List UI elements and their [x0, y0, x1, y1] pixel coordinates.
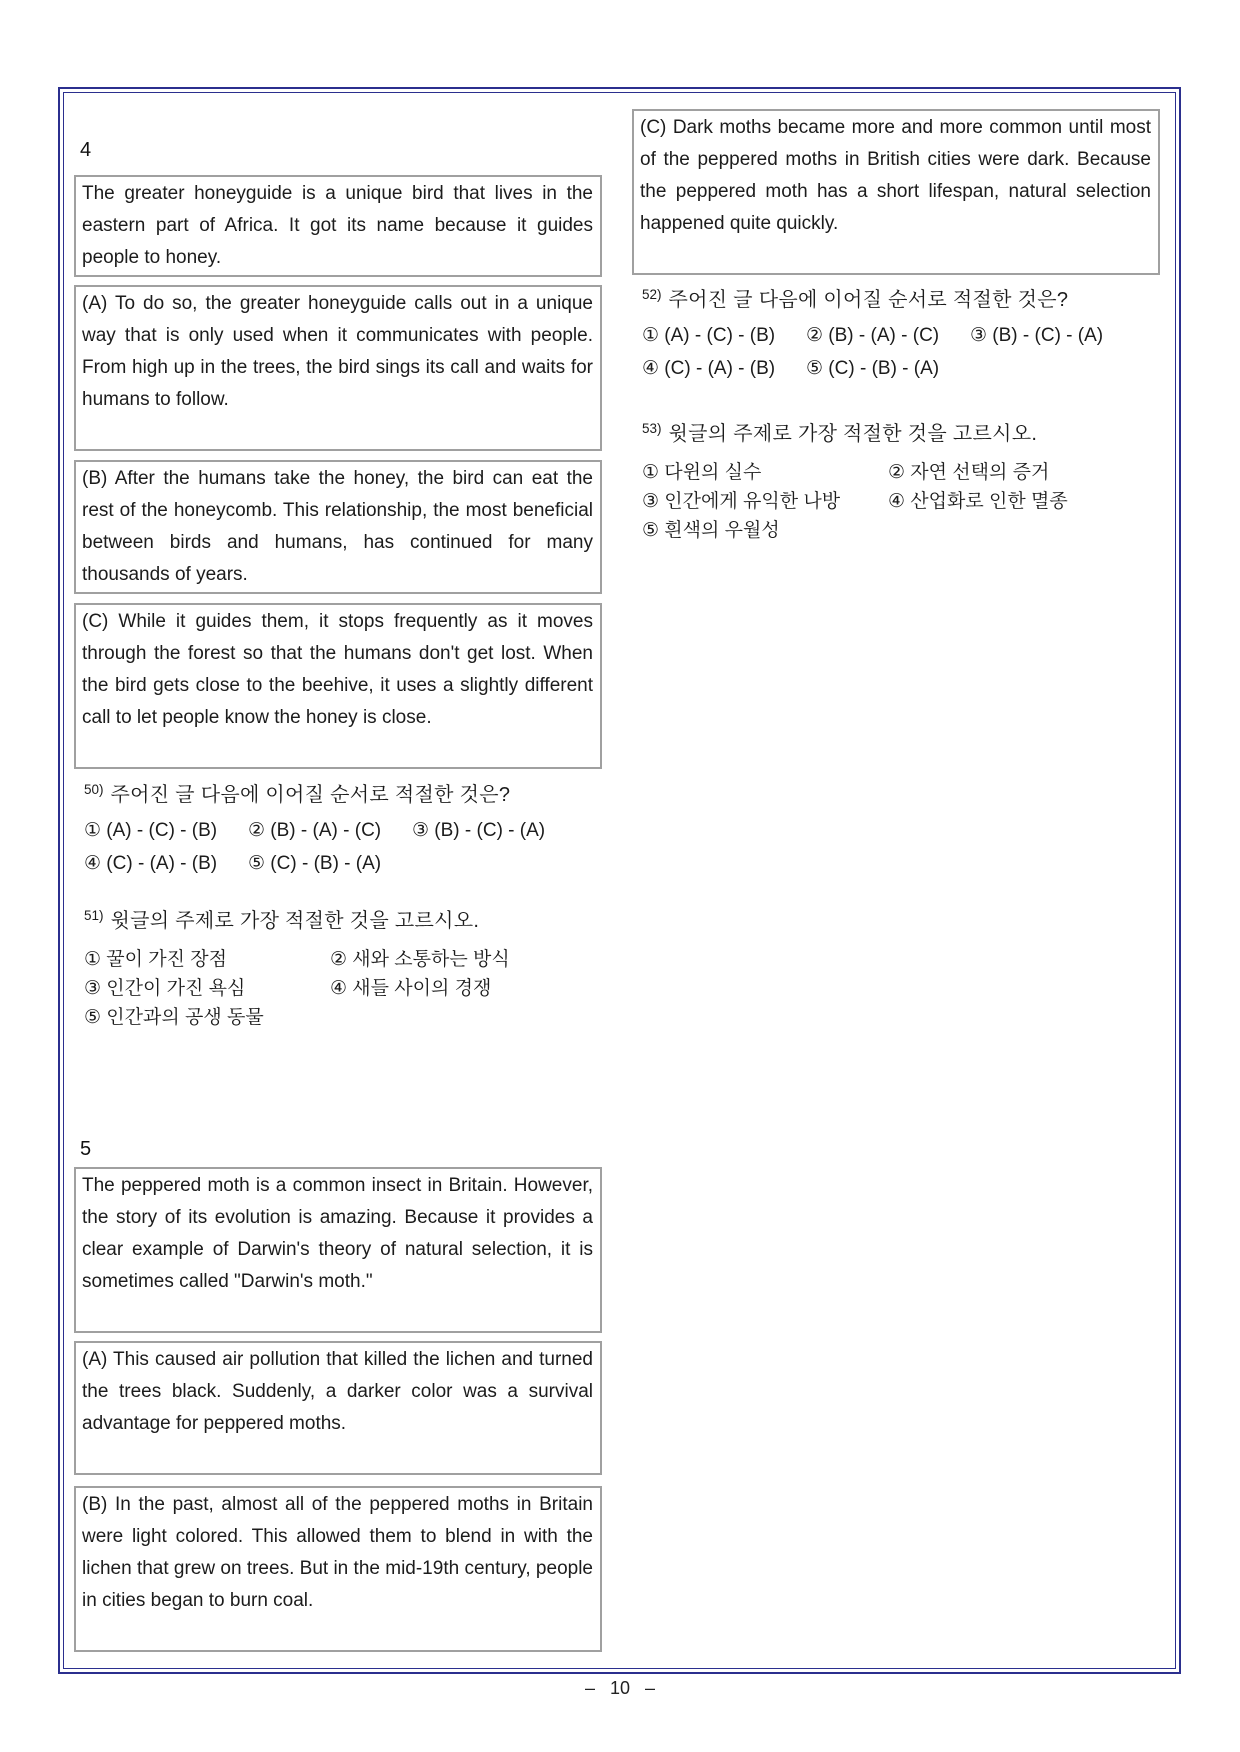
passage-5-box-c [632, 109, 1160, 275]
passage-5-box-a-text: (A) This caused air pollution that killed the lichen and turned the trees black. Suddenly, a darker color was a survival advantage for peppered moths. [82, 1349, 593, 1434]
passage-4-box-a [74, 285, 602, 451]
question-53-number: 53) [642, 421, 662, 436]
question-53-option-3: ③ 인간에게 유익한 나방 [642, 491, 841, 512]
passage-5-intro-text: The peppered moth is a common insect in Britain. However, the story of its evolution is amazing. Because it provides a clear example of Darwin's theory of natural selection, it is sometimes called "Darwin's moth." [82, 1175, 593, 1292]
question-50-option-1: ① (A) - (C) - (B) [84, 820, 218, 841]
question-50-text: 주어진 글 다음에 이어질 순서로 적절한 것은? [110, 784, 511, 806]
passage-4-box-c [74, 603, 602, 769]
question-52-option-2: ② (B) - (A) - (C) [806, 325, 940, 346]
question-52-options-row-2 [642, 355, 1160, 383]
passage-5-box-a [74, 1341, 602, 1475]
question-52-option-4: ④ (C) - (A) - (B) [642, 358, 776, 379]
passage-4-intro-text: The greater honeyguide is a unique bird that lives in the eastern part of Africa. It got its name because it guides people to honey. [82, 183, 593, 268]
question-51-options [84, 945, 602, 1032]
question-50-option-4: ④ (C) - (A) - (B) [84, 853, 218, 874]
question-50-option-2: ② (B) - (A) - (C) [248, 820, 382, 841]
question-51 [84, 908, 602, 936]
passage-4-box-b [74, 460, 602, 594]
question-51-option-1: ① 꿀이 가진 장점 [84, 949, 227, 970]
question-52-option-5: ⑤ (C) - (B) - (A) [806, 358, 940, 379]
left-column [74, 87, 602, 1652]
question-51-text: 윗글의 주제로 가장 적절한 것을 고르시오. [110, 910, 480, 932]
right-column [632, 87, 1160, 545]
question-53-option-1: ① 다윈의 실수 [642, 462, 762, 483]
question-53 [642, 421, 1160, 449]
passage-5-box-b-text: (B) In the past, almost all of the peppered moths in Britain were light colored. This allowed them to blend in with the lichen that grew on trees. But in the mid-19th century, people in cities began to burn coal. [82, 1494, 593, 1611]
question-53-option-5: ⑤ 흰색의 우월성 [642, 520, 780, 541]
question-50-number: 50) [84, 782, 104, 797]
passage-5-intro-box [74, 1167, 602, 1333]
question-52-number: 52) [642, 287, 662, 302]
section-5-label: 5 [80, 1138, 92, 1160]
passage-4-box-c-text: (C) While it guides them, it stops frequently as it moves through the forest so that the humans don't get lost. When the bird gets close to the beehive, it uses a slightly different call to let people know the honey is close. [82, 611, 593, 728]
question-52-options-row-1 [642, 322, 1160, 350]
question-51-option-2: ② 새와 소통하는 방식 [330, 949, 510, 970]
passage-5-box-c-text: (C) Dark moths became more and more common until most of the peppered moths in British cities were dark. Because the peppered moth has a short lifespan, natural selection happened quite quickly. [640, 117, 1151, 234]
question-53-option-2: ② 자연 선택의 증거 [888, 462, 1050, 483]
question-53-option-4: ④ 산업화로 인한 멸종 [888, 491, 1068, 512]
passage-4-box-b-text: (B) After the humans take the honey, the bird can eat the rest of the honeycomb. This relationship, the most beneficial between birds and humans, has continued for many thousands of years. [82, 468, 593, 585]
question-51-option-4: ④ 새들 사이의 경쟁 [330, 978, 492, 999]
question-50 [84, 782, 602, 810]
passage-4-intro-box [74, 175, 602, 277]
question-51-number: 51) [84, 908, 104, 923]
question-51-option-3: ③ 인간이 가진 욕심 [84, 978, 246, 999]
question-53-text: 윗글의 주제로 가장 적절한 것을 고르시오. [668, 423, 1038, 445]
page-number: – 10 – [584, 1678, 656, 1698]
question-52 [642, 287, 1160, 315]
section-4-label: 4 [80, 139, 92, 161]
question-52-option-1: ① (A) - (C) - (B) [642, 325, 776, 346]
question-50-options-row-2 [84, 850, 602, 878]
question-53-options [642, 458, 1160, 545]
question-50-option-3: ③ (B) - (C) - (A) [412, 820, 546, 841]
question-52-text: 주어진 글 다음에 이어질 순서로 적절한 것은? [668, 289, 1069, 311]
question-50-option-5: ⑤ (C) - (B) - (A) [248, 853, 382, 874]
question-50-options-row-1 [84, 817, 602, 845]
passage-4-box-a-text: (A) To do so, the greater honeyguide calls out in a unique way that is only used when it communicates with people. From high up in the trees, the bird sings its call and waits for humans to follow. [82, 293, 593, 410]
passage-5-box-b [74, 1486, 602, 1652]
question-51-option-5: ⑤ 인간과의 공생 동물 [84, 1007, 264, 1028]
question-52-option-3: ③ (B) - (C) - (A) [970, 325, 1104, 346]
